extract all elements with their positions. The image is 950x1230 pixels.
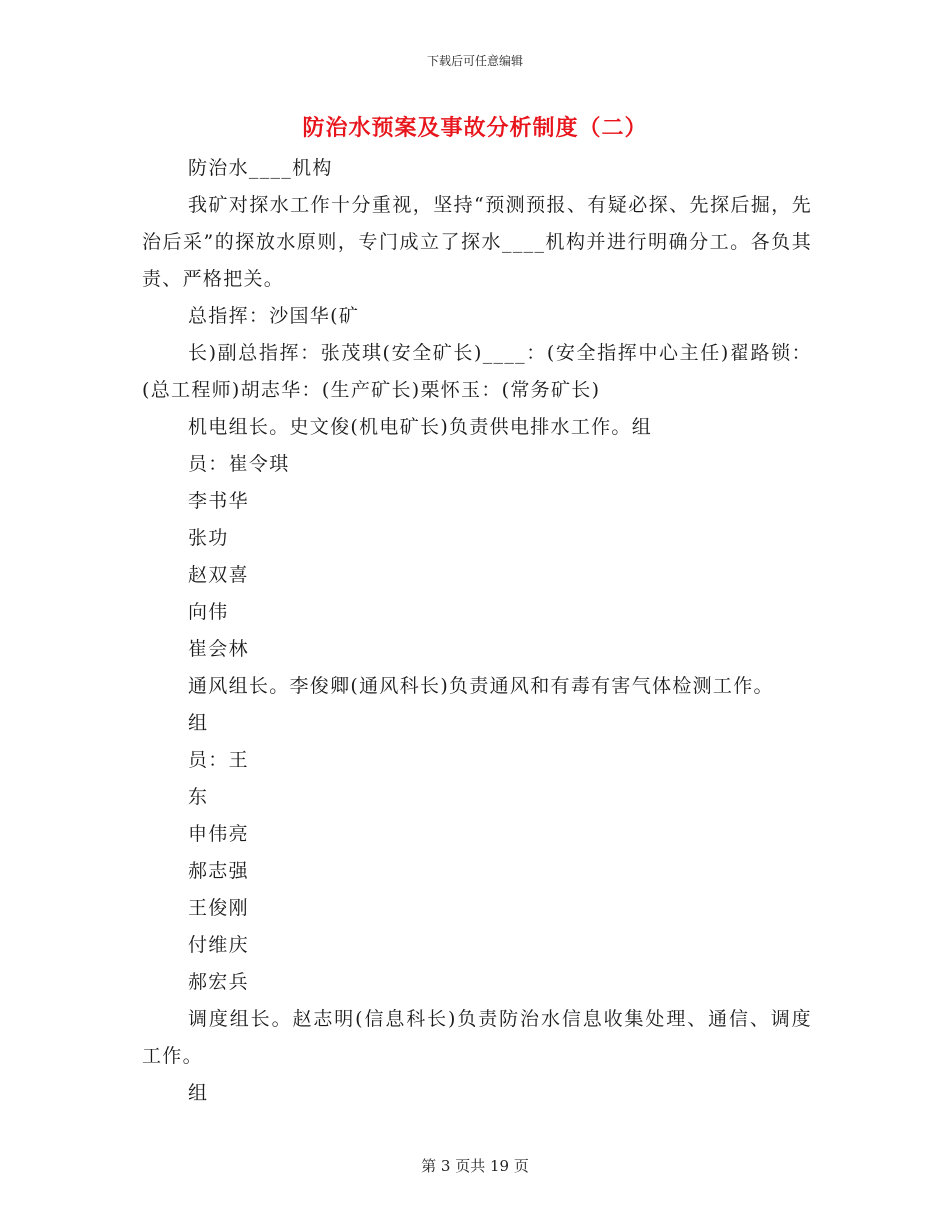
paragraph-member: 李书华 <box>188 490 249 512</box>
paragraph-deputy-commanders: 长)副总指挥：张茂琪(安全矿长)____：(安全指挥中心主任)翟路锁：(总工程师)胡志华：(生产矿长)栗怀玉：(常务矿长) <box>142 342 812 401</box>
paragraph-ventilation-leader: 通风组长。李俊卿(通风科长)负责通风和有毒有害气体检测工作。 <box>188 675 774 697</box>
paragraph-member: 赵双喜 <box>188 564 249 586</box>
paragraph-member: 东 <box>188 786 209 808</box>
paragraph-group-label: 组 <box>188 1082 209 1104</box>
paragraph-group-label: 组 <box>188 712 209 734</box>
paragraph-member: 员：崔令琪 <box>188 453 290 475</box>
page-header-note: 下载后可任意编辑 <box>426 54 523 68</box>
paragraph-member: 王俊刚 <box>188 897 249 919</box>
paragraph-intro: 我矿对探水工作十分重视，坚持“预测预报、有疑必探、先探后掘，先治后采”的探放水原则，专门成立了探水____机构并进行明确分工。各负其责、严格把关。 <box>142 194 812 290</box>
paragraph-member: 郝宏兵 <box>188 971 249 993</box>
paragraph-dispatch-leader: 调度组长。赵志明(信息科长)负责防治水信息收集处理、通信、调度工作。 <box>142 1008 812 1067</box>
paragraph-org-heading: 防治水____机构 <box>188 157 333 179</box>
paragraph-commander: 总指挥：沙国华(矿 <box>188 305 360 327</box>
page-number-footer: 第 3 页共 19 页 <box>421 1157 529 1175</box>
document-title: 防治水预案及事故分析制度（二） <box>302 115 648 141</box>
paragraph-electromech-leader: 机电组长。史文俊(机电矿长)负责供电排水工作。组 <box>188 416 653 438</box>
paragraph-member: 张功 <box>188 527 229 549</box>
paragraph-member: 向伟 <box>188 601 229 623</box>
paragraph-member: 申伟亮 <box>188 823 249 845</box>
paragraph-member: 员：王 <box>188 749 249 771</box>
paragraph-member: 崔会林 <box>188 638 249 660</box>
paragraph-member: 付维庆 <box>188 934 249 956</box>
document-body <box>142 150 812 1112</box>
paragraph-member: 郝志强 <box>188 860 249 882</box>
